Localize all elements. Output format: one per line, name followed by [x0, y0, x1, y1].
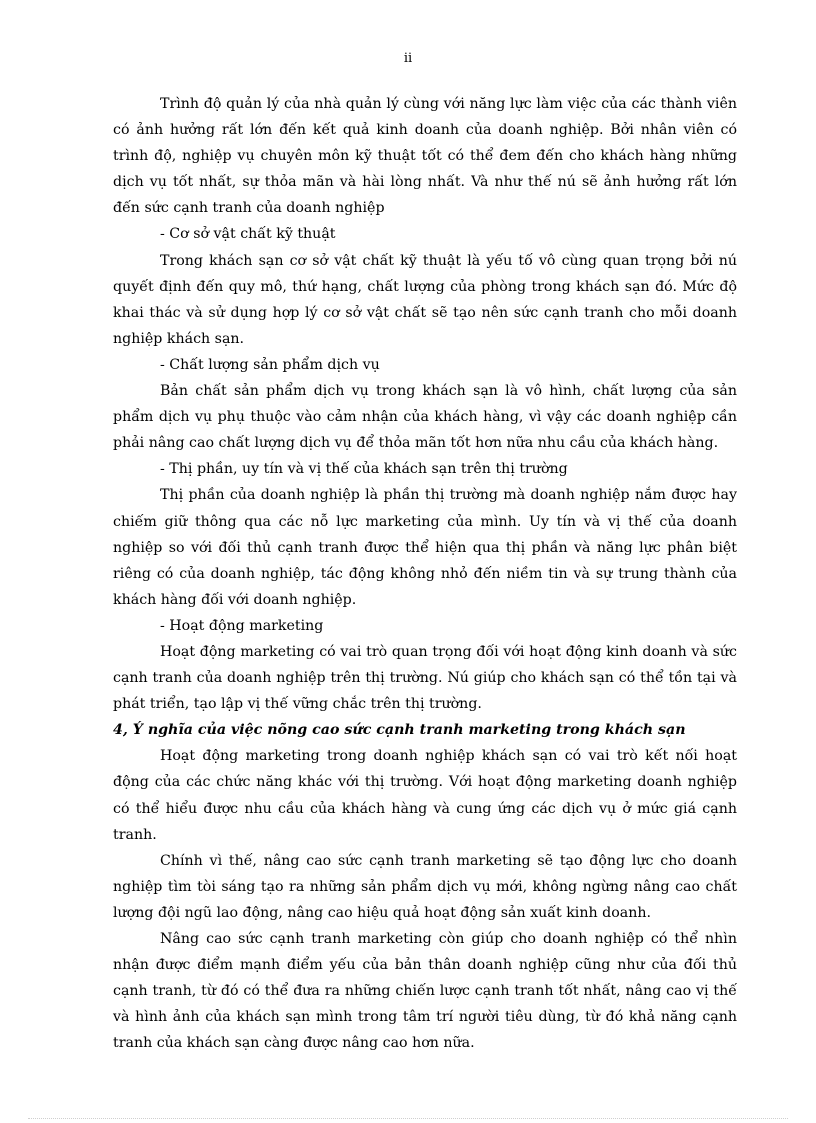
- paragraph-management-skills: Trình độ quản lý của nhà quản lý cùng với năng lực làm việc của các thành viên có ảnh hưởng rất lớn đến kết quả kinh doanh của doanh nghiệp. Bởi nhân viên có trình độ, nghiệp vụ chuyên môn kỹ thuật tốt có thể đem đến cho khách hàng những dịch vụ tốt nhất, sự thỏa mãn và hài lòng nhất. Và như thế nú sẽ ảnh hưởng rất lớn đến sức cạnh tranh của doanh nghiệp: [113, 96, 737, 217]
- paragraph-service-quality: Bản chất sản phẩm dịch vụ trong khách sạn là vô hình, chất lượng của sản phẩm dịch vụ phụ thuộc vào cảm nhận của khách hàng, vì vậy các doanh nghiệp cần phải nâng cao chất lượng dịch vụ để thỏa mãn tốt hơn nữa nhu cầu của khách hàng.: [113, 383, 737, 452]
- page-number: ii: [403, 51, 413, 66]
- footer-divider: [28, 1118, 788, 1119]
- section-heading-4: 4, Ý nghĩa của việc nõng cao sức cạnh tranh marketing trong khách sạn: [113, 722, 686, 739]
- bullet-market-share: - Thị phần, uy tín và vị thế của khách sạn trên thị trường: [160, 461, 568, 478]
- paragraph-marketing-activity: Hoạt động marketing có vai trò quan trọng đối với hoạt động kinh doanh và sức cạnh tranh của doanh nghiệp trên thị trường. Nú giúp cho khách sạn có thể tồn tại và phát triển, tạo lập vị thế vững chắc trên thị trường.: [113, 643, 737, 713]
- paragraph-facilities: Trong khách sạn cơ sở vật chất kỹ thuật là yếu tố vô cùng quan trọng bởi nú quyết định đến quy mô, thứ hạng, chất lượng của phòng trong khách sạn đó. Mức độ khai thác và sử dụng hợp lý cơ sở vật chất sẽ tạo nên sức cạnh tranh cho mỗi doanh nghiệp khách sạn.: [113, 252, 737, 347]
- paragraph-market-share: Thị phần của doanh nghiệp là phần thị trường mà doanh nghiệp nắm được hay chiếm giữ thông qua các nỗ lực marketing của mình. Uy tín và vị thế của doanh nghiệp so với đối thủ cạnh tranh được thể hiện qua thị phần và năng lực phân biệt riêng có của doanh nghiệp, tác động không nhỏ đến niềm tin và sự trung thành của khách hàng đối với doanh nghiệp.: [113, 487, 737, 608]
- paragraph-therefore: Chính vì thế, nâng cao sức cạnh tranh marketing sẽ tạo động lực cho doanh nghiệp tìm tòi sáng tạo ra những sản phẩm dịch vụ mới, không ngừng nâng cao chất lượng đội ngũ lao động, nâng cao hiệu quả hoạt động sản xuất kinh doanh.: [113, 852, 737, 921]
- bullet-marketing-activity: - Hoạt động marketing: [160, 617, 324, 634]
- bullet-facilities: - Cơ sở vật chất kỹ thuật: [160, 226, 336, 243]
- paragraph-strengths-weaknesses: Nâng cao sức cạnh tranh marketing còn giúp cho doanh nghiệp có thể nhìn nhận được điểm mạnh điểm yếu của bản thân doanh nghiệp cũng như của đối thủ cạnh tranh, từ đó có thể đưa ra những chiến lược cạnh tranh tốt nhất, nâng cao vị thế và hình ảnh của khách sạn mình trong tâm trí người tiêu dùng, từ đó khả năng cạnh tranh của khách sạn càng được nâng cao hơn nữa.: [113, 931, 737, 1052]
- page-body: [113, 91, 737, 1056]
- bullet-service-quality: - Chất lượng sản phẩm dịch vụ: [160, 356, 380, 373]
- paragraph-marketing-role: Hoạt động marketing trong doanh nghiệp khách sạn có vai trò kết nối hoạt động của các chức năng khác với thị trường. Với hoạt động marketing doanh nghiệp có thể hiểu được nhu cầu của khách hàng và cung ứng các dịch vụ ở mức giá cạnh tranh.: [113, 748, 737, 843]
